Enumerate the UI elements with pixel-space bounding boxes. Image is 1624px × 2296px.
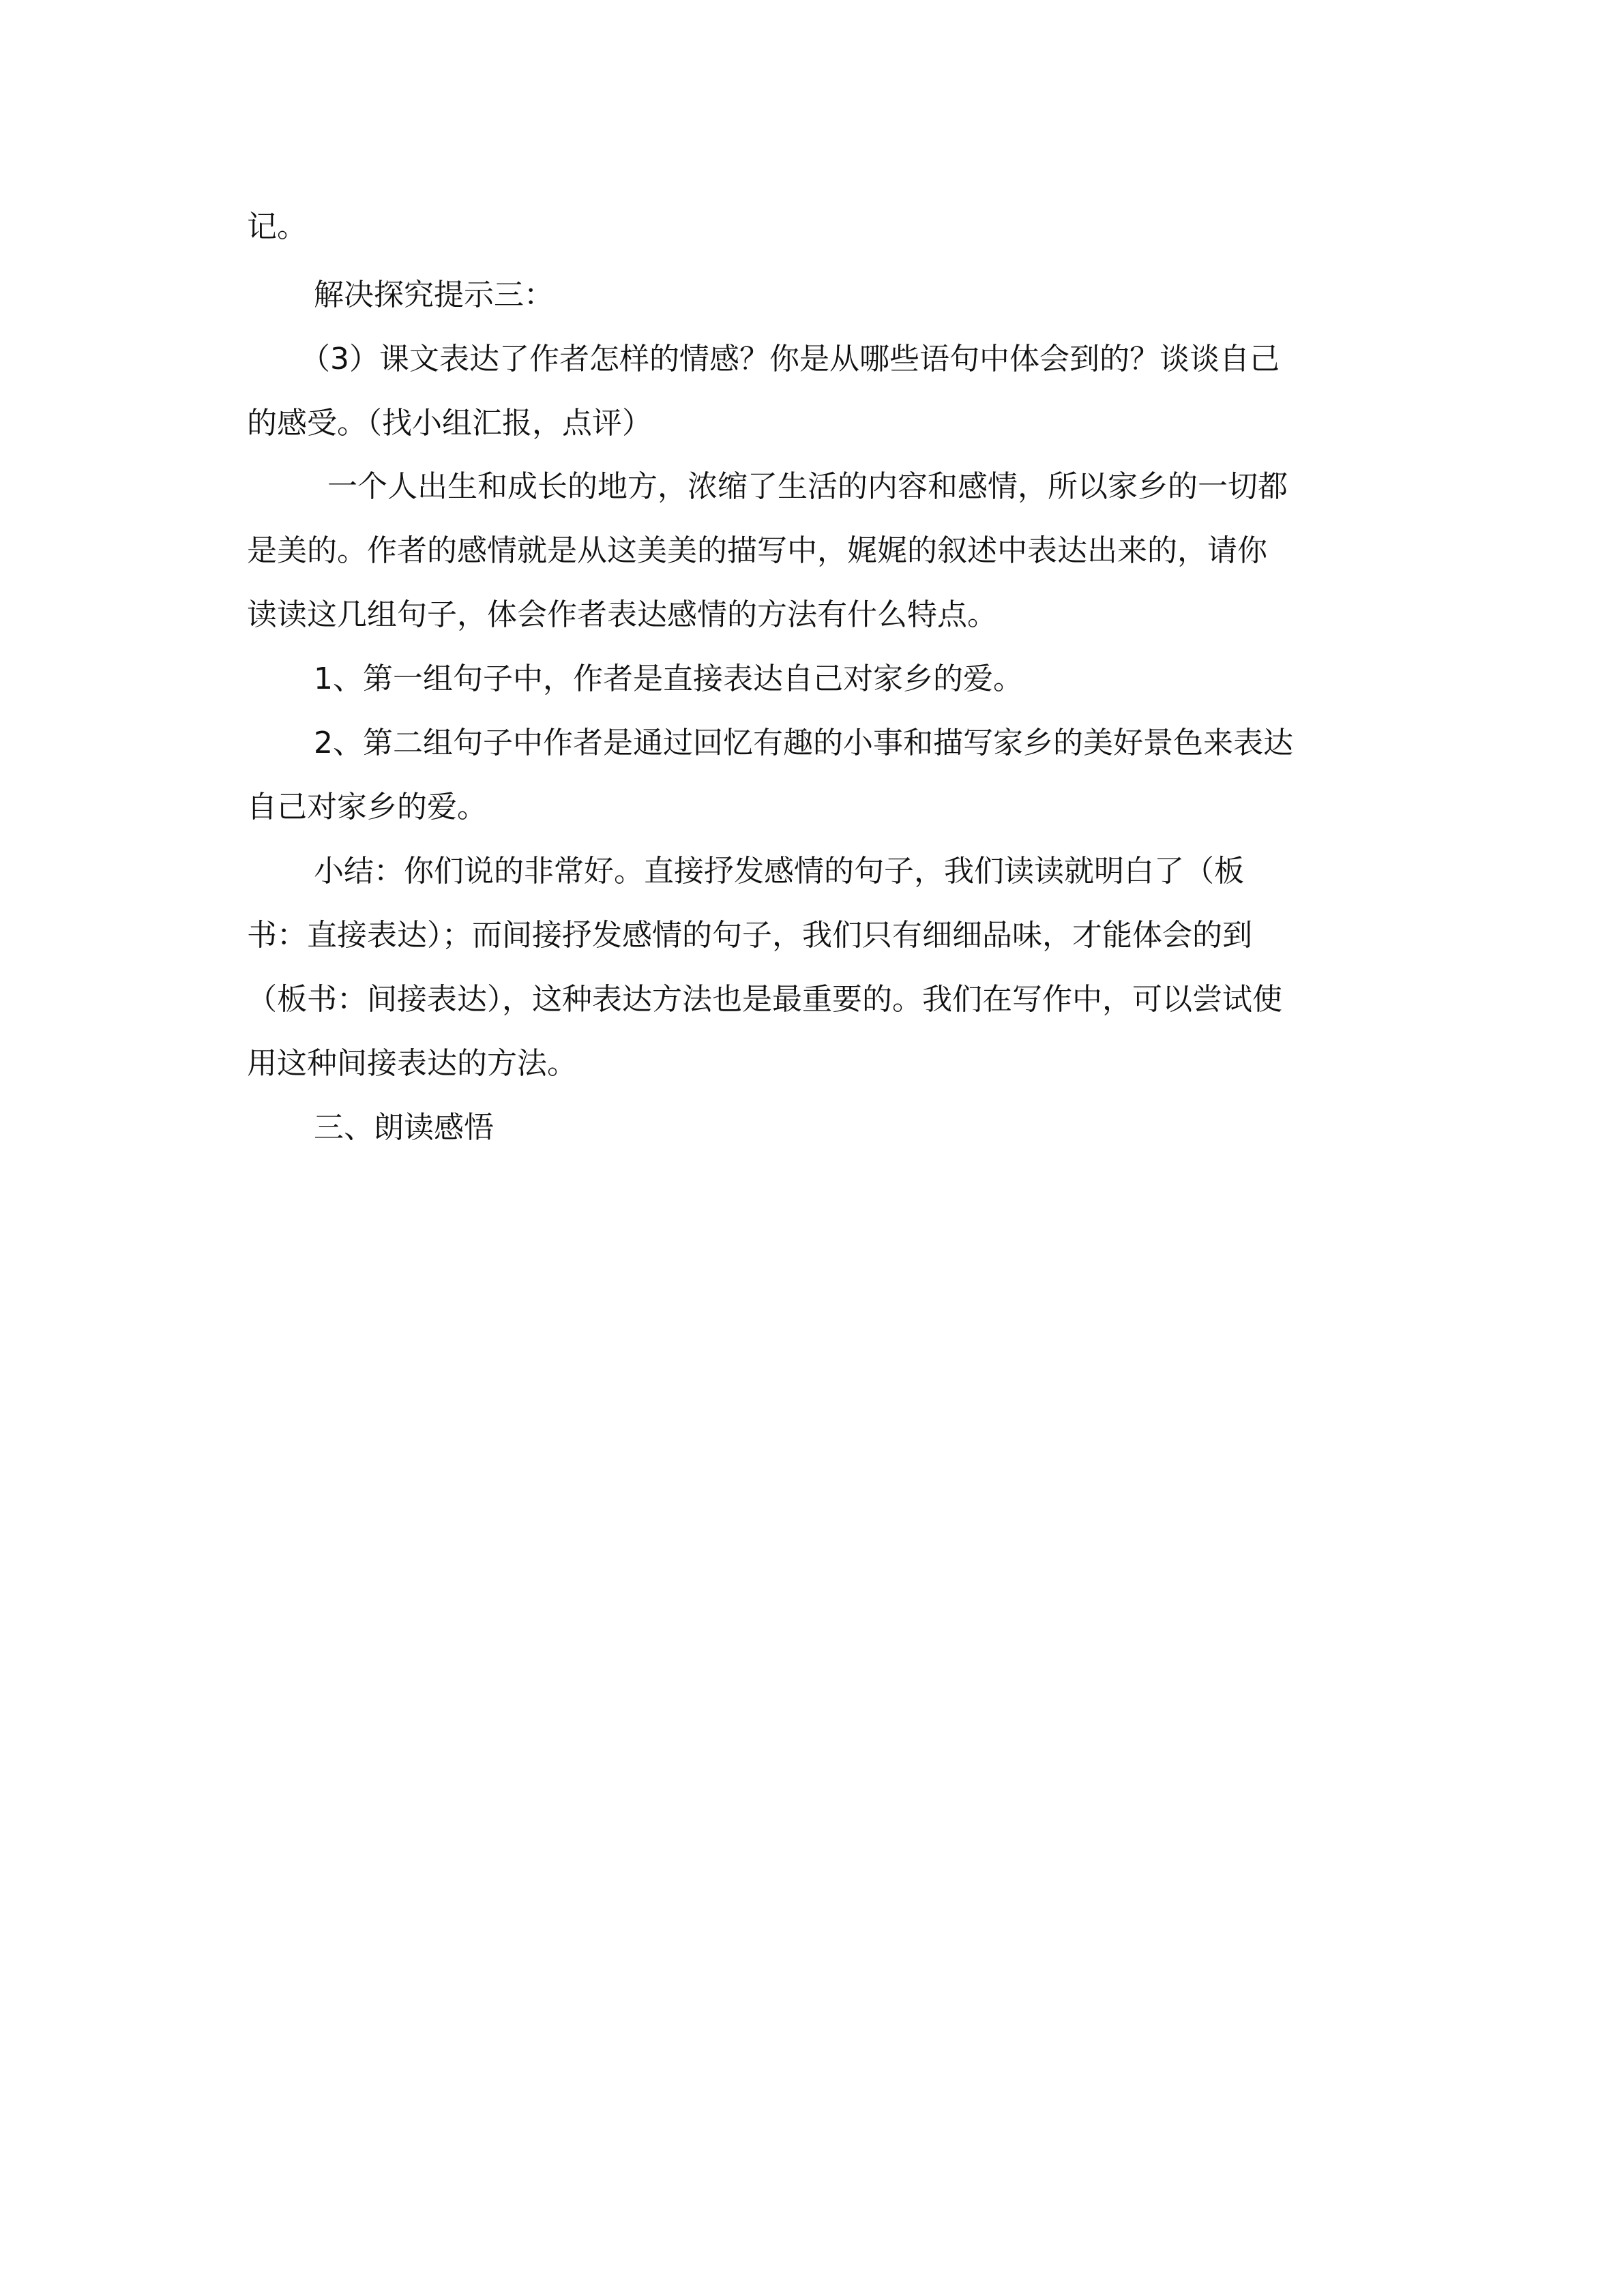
body-line-12: 书：直接表达）；而间接抒发感情的句子，我们只有细细品味，才能体会的到	[247, 918, 1252, 953]
body-line-7: 读读这几组句子，体会作者表达感情的方法有什么特点。	[247, 597, 997, 632]
body-line-10: 自己对家乡的爱。	[247, 790, 487, 824]
body-line-4: 的感受。（找小组汇报，点评）	[247, 406, 652, 441]
body-line-3: （3）课文表达了作者怎样的情感？你是从哪些语句中体会到的？谈谈自己	[300, 342, 1280, 376]
body-line-13: （板书：间接表达），这种表达方法也是最重要的。我们在写作中，可以尝试使	[247, 982, 1282, 1017]
body-line-14: 用这种间接表达的方法。	[247, 1046, 577, 1081]
body-line-11: 小结：你们说的非常好。直接抒发感情的句子，我们读读就明白了（板	[314, 854, 1244, 889]
body-line-15: 三、朗读感悟	[314, 1110, 494, 1145]
body-line-1: 记。	[247, 209, 307, 244]
body-line-5: 一个人出生和成长的地方，浓缩了生活的内容和感情，所以家乡的一切都	[327, 469, 1288, 504]
body-line-2: 解决探究提示三：	[314, 278, 554, 312]
body-line-6: 是美的。作者的感情就是从这美美的描写中，娓娓的叙述中表达出来的，请你	[247, 533, 1267, 568]
body-line-8: 1、第一组句子中，作者是直接表达自己对家乡的爱。	[314, 661, 1023, 696]
body-line-9: 2、第二组句子中作者是通过回忆有趣的小事和描写家乡的美好景色来表达	[314, 726, 1293, 760]
